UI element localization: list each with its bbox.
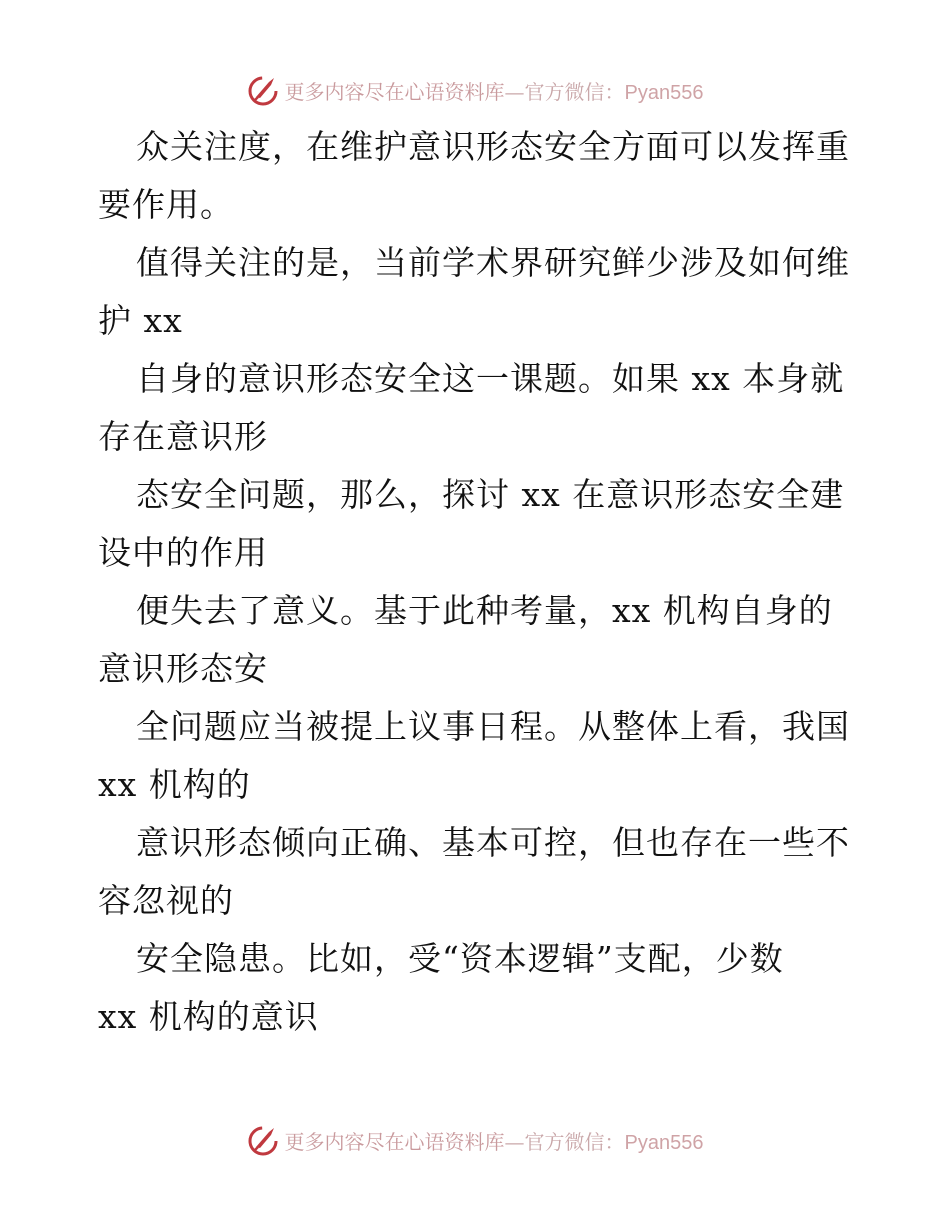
watermark-main-text: 更多内容尽在心语资料库 bbox=[284, 1129, 505, 1154]
paragraph-line: 自身的意识形态安全这一课题。如果 xx 本身就 bbox=[136, 359, 845, 398]
paragraph-line: 便失去了意义。基于此种考量，xx 机构自身的 bbox=[136, 591, 833, 630]
paragraph-line: 值得关注的是，当前学术界研究鲜少涉及如何维 bbox=[136, 243, 850, 282]
paragraph-line: 护 xx bbox=[98, 301, 183, 340]
paragraph-line: 设中的作用 bbox=[98, 533, 268, 572]
paragraph-line: xx 机构的 bbox=[98, 765, 251, 804]
quill-logo-icon bbox=[247, 1123, 281, 1157]
footer-watermark bbox=[0, 1120, 950, 1160]
paragraph-line: 全问题应当被提上议事日程。从整体上看，我国 bbox=[136, 707, 850, 746]
watermark-dash: — bbox=[504, 79, 525, 104]
paragraph-line: 安全隐患。比如，受“资本逻辑”支配，少数 bbox=[136, 939, 784, 978]
watermark-official-label: 官方微信： bbox=[524, 79, 625, 104]
paragraph-line: 存在意识形 bbox=[98, 417, 268, 456]
document-body bbox=[98, 118, 858, 1046]
paragraph-line: 意识形态倾向正确、基本可控，但也存在一些不 bbox=[136, 823, 850, 862]
paragraph-line: 要作用。 bbox=[98, 185, 234, 224]
paragraph-line: 众关注度，在维护意识形态安全方面可以发挥重 bbox=[136, 127, 850, 166]
watermark-dash: — bbox=[504, 1129, 525, 1154]
quill-logo-icon bbox=[247, 73, 281, 107]
paragraph-line: xx 机构的意识 bbox=[98, 997, 319, 1036]
header-watermark bbox=[0, 70, 950, 110]
watermark-wechat-id: Pyan556 bbox=[624, 1131, 704, 1154]
watermark-official-label: 官方微信： bbox=[524, 1129, 625, 1154]
watermark-main-text: 更多内容尽在心语资料库 bbox=[284, 79, 505, 104]
watermark-wechat-id: Pyan556 bbox=[624, 81, 704, 104]
paragraph-line: 态安全问题，那么，探讨 xx 在意识形态安全建 bbox=[136, 475, 845, 514]
paragraph-line: 意识形态安 bbox=[98, 649, 268, 688]
paragraph-line: 容忽视的 bbox=[98, 881, 234, 920]
